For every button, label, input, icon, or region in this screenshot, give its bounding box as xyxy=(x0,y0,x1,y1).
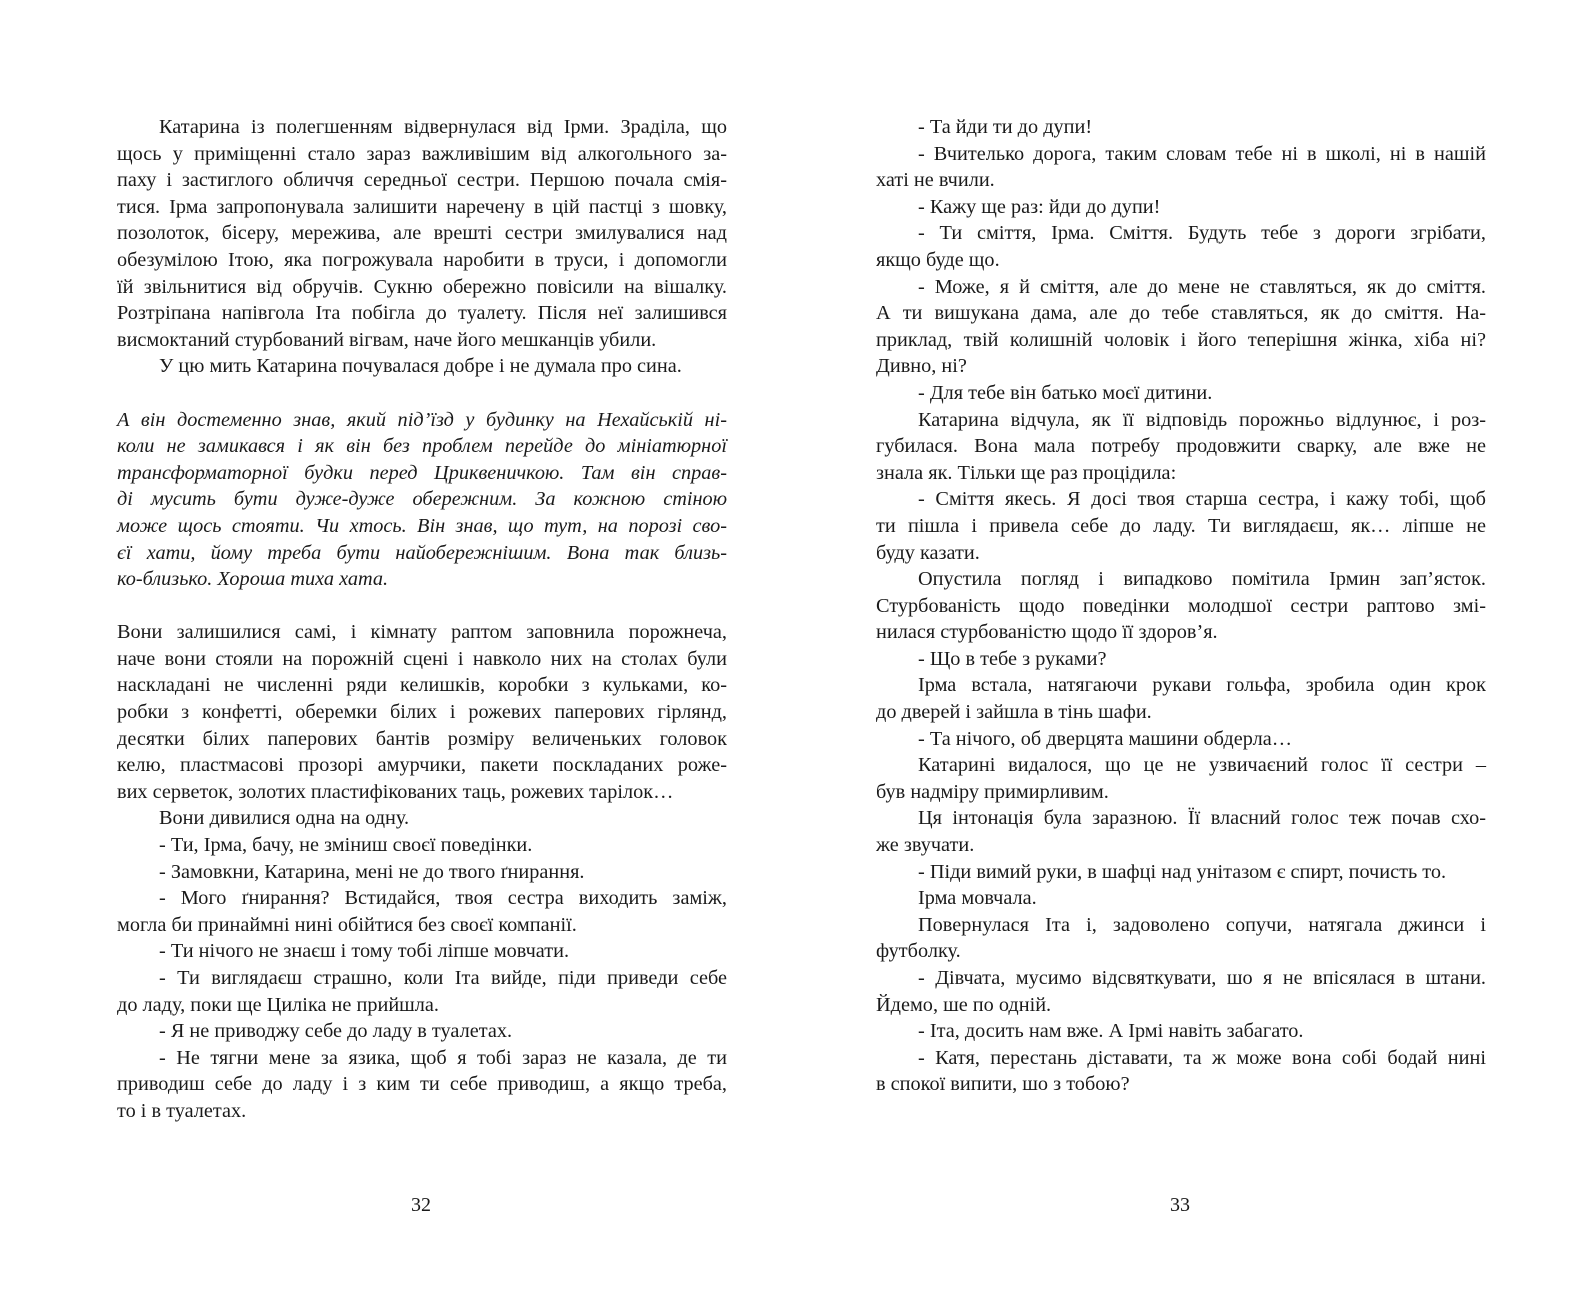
text-line: - Ти нічого не знаєш і тому тобі ліпше мовчати. xyxy=(159,940,570,963)
text-line: коли не замикався і як він без проблем перейде до мініатюрної xyxy=(117,435,727,458)
paragraph xyxy=(876,114,1486,141)
text-line: то і в туалетах. xyxy=(117,1099,247,1122)
paragraph xyxy=(117,805,727,832)
text-line: вих серветок, золотих пластифікованих таць, рожевих тарілок… xyxy=(117,780,674,803)
text-line: ді мусить бути дуже-дуже обережним. За кожною стіною xyxy=(117,488,727,511)
paragraph xyxy=(117,938,727,965)
text-line: буду казати. xyxy=(876,541,980,564)
text-line: до дверей і зайшла в тінь шафи. xyxy=(876,701,1152,724)
text-line: - Ти, Ірма, бачу, не зміниш своєї поведінки. xyxy=(159,834,533,857)
text-line: в спокої випити, шо з тобою? xyxy=(876,1073,1130,1096)
paragraph xyxy=(876,220,1486,273)
paragraph xyxy=(876,141,1486,194)
text-line: паху і застиглого обличчя середньої сестри. Першою почала смія- xyxy=(117,169,727,192)
paragraph xyxy=(876,407,1486,487)
paragraph xyxy=(876,1045,1486,1098)
paragraph-gap xyxy=(117,380,727,407)
text-line: - Піди вимий руки, в шафці над унітазом є спирт, почисть то. xyxy=(918,860,1447,883)
paragraph xyxy=(117,1018,727,1045)
paragraph xyxy=(876,859,1486,886)
text-line: ко-близько. Хороша тиха хата. xyxy=(117,568,389,591)
text-line: - Замовкни, Катарина, мені не до твого ґнирання. xyxy=(159,860,585,883)
text-line: був надміру примирливим. xyxy=(876,780,1109,803)
paragraph xyxy=(876,566,1486,646)
text-line: - Що в тебе з руками? xyxy=(918,647,1107,670)
text-line: - Катя, перестань діставати, та ж може вона собі бодай нині xyxy=(918,1046,1486,1069)
text-line: Опустила погляд і випадково помітила Ірмин зап’ясток. xyxy=(918,568,1486,591)
text-line: ти пішла і привела себе до ладу. Ти виглядаєш, як… ліпше не xyxy=(876,514,1486,537)
right-page-text xyxy=(876,114,1486,1098)
text-line: Йдемо, ше по одній. xyxy=(876,993,1052,1016)
text-line: - Мого ґнирання? Встидайся, твоя сестра виходить заміж, xyxy=(159,887,727,910)
text-line: - Сміття якесь. Я досі твоя старша сестра, і кажу тобі, щоб xyxy=(918,488,1486,511)
text-line: Катарина відчула, як її відповідь порожньо відлунює, і роз- xyxy=(918,408,1486,431)
page-number-left: 32 xyxy=(411,1194,431,1216)
paragraph xyxy=(117,619,727,805)
text-line: же звучати. xyxy=(876,834,975,857)
text-line: єї хати, йому треба бути найобережнішим. Вона так близь- xyxy=(117,541,727,564)
text-line: - Вчителько дорога, таким словам тебе ні в школі, ні в нашій xyxy=(918,142,1486,165)
paragraph xyxy=(876,194,1486,221)
text-line: Стурбованість щодо поведінки молодшої сестри раптово змі- xyxy=(876,594,1486,617)
text-line: А він достеменно знав, який під’їзд у будинку на Нехайській ні- xyxy=(117,408,727,431)
text-line: трансформаторної будки перед Цриквеничкою. Там він справ- xyxy=(117,461,727,484)
text-line: - Та йди ти до дупи! xyxy=(918,116,1093,138)
text-line: Повернулася Іта і, задоволено сопучи, натягала джинси і xyxy=(918,913,1486,936)
paragraph xyxy=(876,885,1486,912)
text-line: футболку. xyxy=(876,940,961,963)
text-line: Катарина із полегшенням відвернулася від Ірми. Зраділа, що xyxy=(159,116,727,138)
text-line: - Дівчата, мусимо відсвяткувати, шо я не впісялася в штани. xyxy=(918,967,1486,989)
paragraph xyxy=(876,726,1486,753)
paragraph xyxy=(117,353,727,380)
text-line: - Кажу ще раз: йди до дупи! xyxy=(918,195,1161,218)
text-line: Розтріпана напівгола Іта побігла до туалету. Після неї залишився xyxy=(117,302,727,325)
text-line: наскладані не численні ряди келишків, коробки з кульками, ко- xyxy=(117,674,727,697)
text-line: - Ти виглядаєш страшно, коли Іта вийде, піди приведи себе xyxy=(159,967,727,989)
paragraph xyxy=(117,965,727,1018)
paragraph xyxy=(876,1018,1486,1045)
left-page-text xyxy=(117,114,727,1125)
text-line: їй звільнитися від обручів. Сукню обережно повісили на вішалку. xyxy=(117,275,727,298)
text-line: могла би принаймні нині обійтися без своєї компанії. xyxy=(117,913,577,936)
paragraph-gap xyxy=(117,593,727,620)
text-line: тися. Ірма запропонувала залишити наречену в цій пастці з шовку, xyxy=(117,195,727,218)
text-line: А ти вишукана дама, але до тебе ставляться, як до сміття. На- xyxy=(876,302,1486,325)
paragraph xyxy=(117,859,727,886)
text-line: висмоктаний стурбований вігвам, наче його мешканців убили. xyxy=(117,328,657,351)
paragraph xyxy=(876,274,1486,380)
text-line: може щось стояти. Чи хтось. Він знав, що тут, на порозі сво- xyxy=(117,514,727,537)
text-line: - Іта, досить нам вже. А Ірмі навіть забагато. xyxy=(918,1020,1304,1043)
text-line: позолоток, бісеру, мережива, але врешті сестри змилувалися над xyxy=(117,222,727,245)
paragraph xyxy=(117,885,727,938)
text-line: щось у приміщенні стало зараз важливішим від алкогольного за- xyxy=(117,142,727,165)
text-line: - Для тебе він батько моєї дитини. xyxy=(918,381,1213,404)
text-line: наче вони стояли на порожній сцені і навколо них на столах були xyxy=(117,647,727,670)
text-line: до ладу, поки ще Циліка не прийшла. xyxy=(117,993,439,1016)
paragraph xyxy=(876,965,1486,1018)
paragraph xyxy=(117,832,727,859)
paragraph xyxy=(876,486,1486,566)
text-line: Ця інтонація була заразною. Її власний голос теж почав схо- xyxy=(918,807,1486,830)
paragraph xyxy=(876,646,1486,673)
text-line: знала як. Тільки ще раз процідила: xyxy=(876,461,1177,484)
text-line: приводиш себе до ладу і з ким ти себе приводиш, а якщо треба, xyxy=(117,1073,727,1096)
paragraph xyxy=(876,912,1486,965)
text-line: хаті не вчили. xyxy=(876,169,995,192)
paragraph xyxy=(117,114,727,353)
page-number-right: 33 xyxy=(1170,1194,1190,1216)
paragraph xyxy=(876,805,1486,858)
paragraph xyxy=(876,672,1486,725)
text-line: Вони дивилися одна на одну. xyxy=(159,807,410,830)
right-page xyxy=(876,114,1486,1098)
text-line: - Та нічого, об дверцята машини обдерла… xyxy=(918,727,1293,750)
text-line: якщо буде що. xyxy=(876,248,1000,271)
text-line: У цю мить Катарина почувалася добре і не думала про сина. xyxy=(159,355,682,378)
text-line: робки з конфетті, оберемки білих і рожевих паперових гірлянд, xyxy=(117,701,727,724)
text-line: обезумілою Ітою, яка погрожувала наробити в труси, і допомогли xyxy=(117,248,727,271)
text-line: Дивно, ні? xyxy=(876,355,967,378)
left-page xyxy=(117,114,727,1125)
text-line: - Може, я й сміття, але до мене не ставляться, як до сміття. xyxy=(918,275,1486,298)
text-line: - Я не приводжу себе до ладу в туалетах. xyxy=(159,1020,513,1043)
text-line: губилася. Вона мала потребу продовжити сварку, але вже не xyxy=(876,435,1486,458)
text-line: - Не тягни мене за язика, щоб я тобі зараз не казала, де ти xyxy=(159,1046,727,1069)
text-line: приклад, твій колишній чоловік і його теперішня жінка, хіба ні? xyxy=(876,328,1486,351)
italic-paragraph xyxy=(117,407,727,593)
text-line: - Ти сміття, Ірма. Сміття. Будуть тебе з дороги згрібати, xyxy=(918,222,1486,245)
paragraph xyxy=(117,1045,727,1125)
text-line: нилася стурбованістю щодо її здоров’я. xyxy=(876,621,1218,644)
text-line: Катарині видалося, що це не узвичаєний голос її сестри – xyxy=(918,754,1486,777)
paragraph xyxy=(876,380,1486,407)
text-line: Вони залишилися самі, і кімнату раптом заповнила порожнеча, xyxy=(117,621,727,644)
text-line: десятки білих паперових бантів розміру величеньких головок xyxy=(117,727,727,750)
text-line: келю, пластмасові прозорі амурчики, пакети поскладаних роже- xyxy=(117,754,727,777)
text-line: Ірма встала, натягаючи рукави гольфа, зробила один крок xyxy=(918,674,1486,697)
paragraph xyxy=(876,752,1486,805)
text-line: Ірма мовчала. xyxy=(918,887,1037,910)
